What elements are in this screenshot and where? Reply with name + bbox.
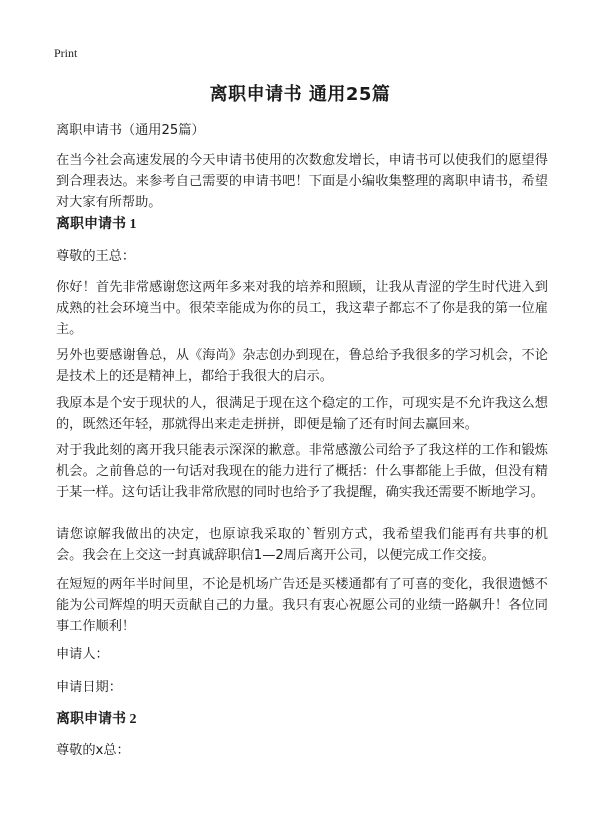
letter-2-greeting: 尊敬的x总： xyxy=(56,743,130,758)
letter-1-paragraph: 在短短的两年半时间里，不论是机场广告还是买楼通都有了可喜的变化，我很遗憾不能为公司辉煌的明天贡献自己的力量。我只有衷心祝愿公司的业绩一路飙升！各位同事工作顺利！ xyxy=(56,577,548,634)
intro-paragraph: 在当今社会高速发展的今天申请书使用的次数愈发增长，申请书可以使我们的愿望得到合理表达。来参考自己需要的申请书吧！下面是小编收集整理的离职申请书，希望对大家有所帮助。 xyxy=(56,153,548,210)
letter-1-paragraph: 对于我此刻的离开我只能表示深深的歉意。非常感激公司给予了我这样的工作和锻炼机会。之前鲁总的一句话对我现在的能力进行了概括：什么事都能上手做，但没有精于某一样。这句话让我非常欣慰的同时也给予了我提醒，确实我还需要不断地学习。 xyxy=(56,443,548,500)
application-date-line: 申请日期： xyxy=(56,680,122,695)
letter-1-greeting: 尊敬的王总： xyxy=(56,249,136,264)
document-title: 离职申请书 通用25篇 xyxy=(209,84,391,105)
applicant-line: 申请人： xyxy=(56,647,109,662)
letter-1-paragraph: 请您谅解我做出的决定，也原谅我采取的`暂别方式，我希望我们能再有共事的机会。我会在上交这一封真诚辞职信1—2周后离开公司，以便完成工作交接。 xyxy=(56,527,548,563)
letter-1-paragraph: 另外也要感谢鲁总，从《海尚》杂志创办到现在，鲁总给予我很多的学习机会，不论是技术上的还是精神上，都给于我很大的启示。 xyxy=(56,348,548,384)
letter-2-heading: 离职申请书 2 xyxy=(56,712,137,727)
document-subtitle: 离职申请书（通用25篇） xyxy=(56,123,205,138)
print-label: Print xyxy=(54,46,78,60)
letter-1-paragraph: 你好！首先非常感谢您这两年多来对我的培养和照顾，让我从青涩的学生时代进入到成熟的社会环境当中。很荣幸能成为你的员工，我这辈子都忘不了你是我的第一位雇主。 xyxy=(56,280,548,337)
letter-1-heading: 离职申请书 1 xyxy=(56,217,137,232)
letter-1-paragraph: 我原本是个安于现状的人，很满足于现在这个稳定的工作，可现实是不允许我这么想的，既然还年轻，那就得出来走走拼拼，即便是输了还有时间去赢回来。 xyxy=(56,396,548,432)
